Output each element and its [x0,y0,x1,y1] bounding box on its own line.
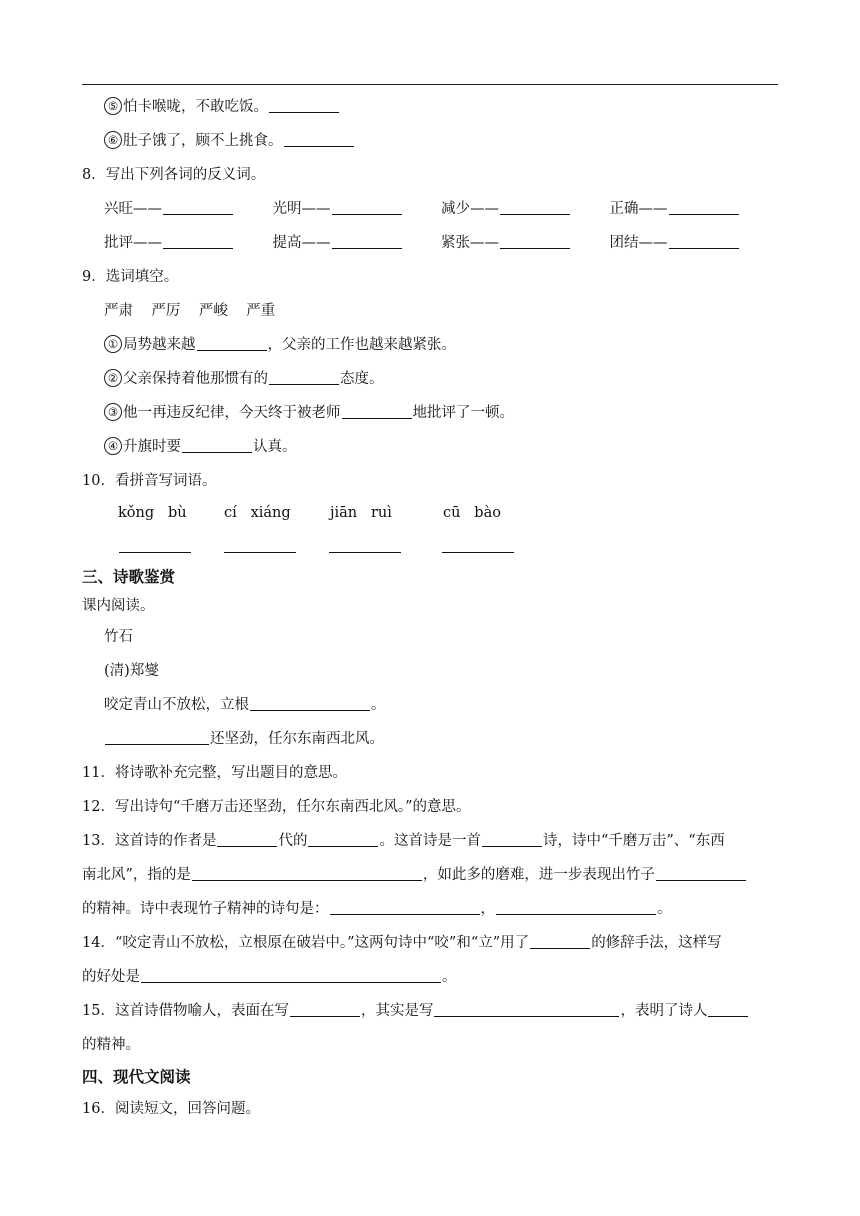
question-13-line-2 [82,858,778,892]
sentence-text: 升旗时要 [123,439,181,455]
answer-blank[interactable] [442,538,514,553]
question-text: 。 [657,901,672,917]
antonym-word: 正确—— [609,201,668,217]
answer-blank[interactable] [192,866,422,881]
answer-blank[interactable] [669,234,739,249]
question-text: 13．这首诗的作者是 [82,833,217,849]
question-text: 代的 [278,833,308,849]
fill-sentence-1 [82,328,778,362]
item-number: ② [104,369,122,387]
question-16: 16．阅读短文，回答问题。 [82,1101,260,1117]
answer-blank[interactable] [669,200,739,215]
answer-blank[interactable] [500,200,570,215]
pinyin: kǒng bù [118,505,187,521]
sentence-text: ，父亲的工作也越来越紧张。 [267,337,456,353]
answer-blank[interactable] [119,538,191,553]
sentence-text: 态度。 [340,371,384,387]
item-5 [82,90,778,124]
answer-blank[interactable] [332,234,402,249]
sentence-text: 认真。 [253,439,297,455]
poem-text: 。 [371,697,386,713]
answer-blank[interactable] [250,696,370,711]
answer-blank[interactable] [182,438,252,453]
pinyin: jiān ruì [330,505,392,521]
answer-blank[interactable] [434,1002,619,1017]
fill-sentence-2 [82,362,778,396]
antonym-word: 兴旺—— [104,201,162,217]
sentence-text: 父亲保持着他那惯有的 [123,371,268,387]
question-14-line-2 [82,960,778,994]
question-text: 15．这首诗借物喻人，表面在写 [82,1003,289,1019]
poem-title: 竹石 [104,629,133,645]
answer-blank[interactable] [496,900,656,915]
antonym-word: 批评—— [104,235,162,251]
question-text: 南北风”，指的是 [82,867,191,883]
poem-line-2 [82,722,778,756]
question-text: 诗，诗中“千磨万击”、“东西 [542,833,725,849]
question-text: 的好处是 [82,969,140,985]
item-number: ④ [104,437,122,455]
antonym-word: 光明—— [272,201,331,217]
answer-blank[interactable] [482,832,542,847]
answer-blank[interactable] [217,832,277,847]
worksheet-page [82,90,778,1126]
pinyin: cū bào [443,505,501,521]
question-12: 12．写出诗句“千磨万击还坚劲，任尔东南西北风。”的意思。 [82,799,471,815]
answer-blank[interactable] [163,200,233,215]
fill-sentence-3 [82,396,778,430]
answer-blank[interactable] [330,900,480,915]
pinyin-answer-row [82,528,778,562]
item-number: ⑥ [104,131,122,149]
question-text: 。这首诗是一首 [379,833,481,849]
answer-blank[interactable] [197,336,267,351]
answer-blank[interactable] [708,1002,748,1017]
antonym-word: 减少—— [441,201,499,217]
answer-blank[interactable] [332,200,402,215]
answer-blank[interactable] [290,1002,360,1017]
fill-sentence-4 [82,430,778,464]
item-6 [82,124,778,158]
sentence-text: 他一再违反纪律，今天终于被老师 [123,405,341,421]
item-number: ③ [104,403,122,421]
pinyin: cí xiáng [224,505,291,521]
answer-blank[interactable] [269,370,339,385]
word-options: 严肃 严厉 严峻 严重 [104,303,276,319]
question-text: ， [480,901,495,917]
item-number: ⑤ [104,97,122,115]
item-number: ① [104,335,122,353]
question-15-line-1 [82,994,778,1028]
question-text: 。 [442,969,457,985]
question-10: 10．看拼音写词语。 [82,473,217,489]
section-heading-poetry: 三、诗歌鉴赏 [82,568,176,586]
sentence-text: 局势越来越 [123,337,196,353]
answer-blank[interactable] [342,404,412,419]
antonym-word: 紧张—— [441,235,499,251]
question-11: 11．将诗歌补充完整，写出题目的意思。 [82,765,347,781]
poem-text: 还坚劲，任尔东南西北风。 [210,731,384,747]
question-8: 8．写出下列各词的反义词。 [82,167,266,183]
header-rule [82,84,778,85]
answer-blank[interactable] [141,968,441,983]
section-heading-reading: 四、现代文阅读 [82,1068,191,1086]
question-13-line-3 [82,892,778,926]
answer-blank[interactable] [656,866,746,881]
answer-blank[interactable] [530,934,590,949]
question-text: ，如此多的磨难，进一步表现出竹子 [422,867,655,883]
antonym-word: 团结—— [609,235,668,251]
question-text: 的修辞手法，这样写 [591,935,722,951]
sentence-text: 地批评了一顿。 [412,405,514,421]
question-9: 9．选词填空。 [82,269,179,285]
pinyin-row [82,498,778,528]
question-text: 的精神。诗中表现竹子精神的诗句是： [82,901,329,917]
answer-blank[interactable] [163,234,233,249]
antonym-row-1 [82,192,778,226]
item-text: 肚子饿了，顾不上挑食。 [123,133,283,149]
answer-blank[interactable] [224,538,296,553]
poem-line-1 [82,688,778,722]
answer-blank[interactable] [308,832,378,847]
antonym-word: 提高—— [272,235,331,251]
poem-author: (清)郑燮 [104,663,159,679]
poem-text: 咬定青山不放松，立根 [104,697,249,713]
answer-blank[interactable] [284,132,354,147]
reading-intro: 课内阅读。 [82,598,155,614]
question-text: 14．“咬定青山不放松，立根原在破岩中。”这两句诗中“咬”和“立”用了 [82,935,530,951]
antonym-row-2 [82,226,778,260]
question-14-line-1 [82,926,778,960]
answer-blank[interactable] [329,538,401,553]
question-text: ，表明了诗人 [620,1003,708,1019]
answer-blank[interactable] [105,730,209,745]
question-15-line-2: 的精神。 [82,1037,140,1053]
question-13-line-1 [82,824,778,858]
answer-blank[interactable] [269,98,339,113]
answer-blank[interactable] [500,234,570,249]
question-text: ，其实是写 [360,1003,434,1019]
item-text: 怕卡喉咙，不敢吃饭。 [123,99,268,115]
